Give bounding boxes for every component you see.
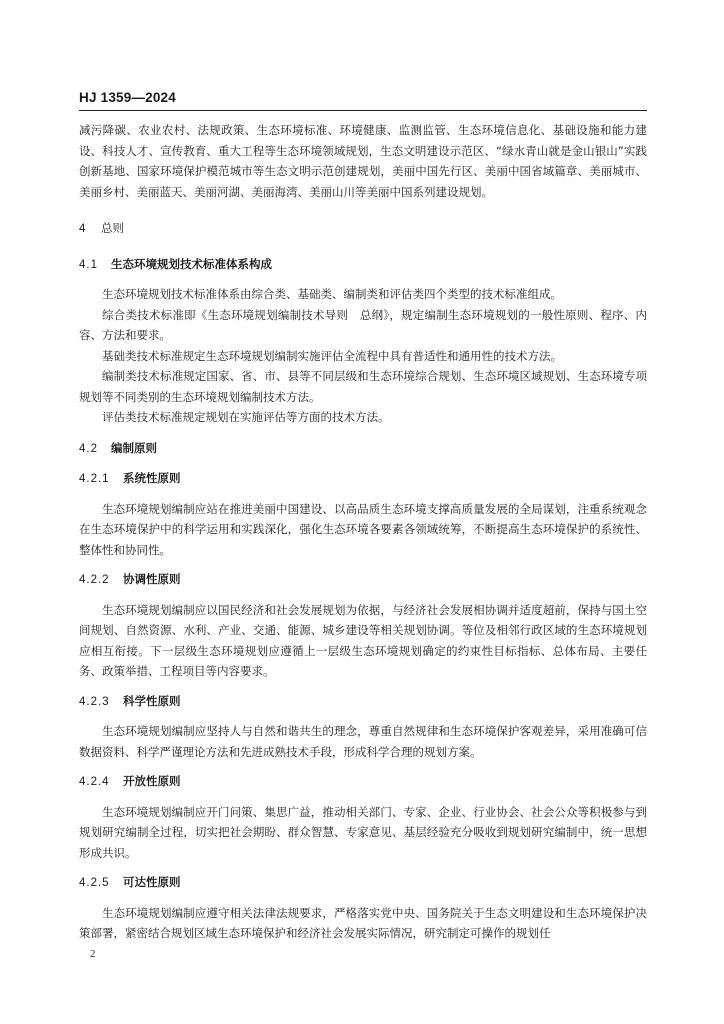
body-paragraph: 生态环境规划技术标准体系由综合类、基础类、编制类和评估类四个类型的技术标准组成。 [102,287,562,301]
body-paragraph: 编制类技术标准规定国家、省、市、县等不同层级和生态环境综合规划、生态环境区域规划、生态环境专项规划等不同类别的生态环境规划编制技术方法。 [79,369,647,404]
section-heading [79,569,647,591]
body-paragraph: 基础类技术标准规定生态环境规划编制实施评估全流程中具有普适性和通用性的技术方法。 [102,348,562,363]
section-heading [79,218,647,240]
section-title: 开放性原则 [123,774,181,788]
section-heading [79,438,647,460]
section-number: 4.1 [79,258,98,271]
section-number: 4.2.5 [79,877,110,889]
section-number: 4.2.3 [79,695,110,708]
section-number: 4 [79,223,86,235]
standard-number-header: HJ 1359—2024 [79,90,176,105]
section-title: 科学性原则 [123,693,181,708]
section-number: 4.2.1 [79,473,110,485]
document-body [79,120,647,944]
header-rule [79,110,647,111]
section-heading [79,254,647,276]
section-title: 编制原则 [111,440,157,455]
section-title: 可达性原则 [123,875,181,889]
section-title: 协调性原则 [123,572,181,586]
section-heading [79,468,647,490]
section-number: 4.2 [79,442,98,455]
section-number: 4.2.2 [79,574,110,586]
body-paragraph: 综合类技术标准即《生态环境规划编制技术导则 总纲》，规定编制生态环境规划的一般性原则、程序、内容、方法和要求。 [79,307,647,342]
page-number: 2 [90,948,96,960]
section-heading [79,691,647,713]
body-paragraph: 减污降碳、农业农村、法规政策、生态环境标准、环境健康、监测监管、生态环境信息化、基础设施和能力建设、科技人才、宣传教育、重大工程等生态环境领域规划，生态文明建设示范区、“绿水青山就是金山银山”实践创新基地、国家环境保护模范城市等生态文明示范创建规划，美丽中国先行区、美丽中国省域篇章、美丽城市、美丽乡村、美丽蓝天、美丽河湖、美丽海湾、美丽山川等美丽中国系列建设规划。 [79,123,647,199]
body-paragraph: 评估类技术标准规定规划在实施评估等方面的技术方法。 [102,410,390,424]
body-paragraph: 生态环境规划编制应以国民经济和社会发展规划为依据，与经济社会发展相协调并适度超前，保持与国土空间规划、自然资源、水利、产业、交通、能源、城乡建设等相关规划协调。等位及相邻行政区域的生态环境规划应相互衔接。下一层级生态环境规划应遵循上一层级生态环境规划确定的约束性目标指标、总体布局、主要任务、政策举措、工程项目等内容要求。 [79,602,647,678]
section-title: 系统性原则 [123,471,181,485]
section-heading [79,872,647,894]
body-paragraph: 生态环境规划编制应坚持人与自然和谐共生的理念，尊重自然规律和生态环境保护客观差异，采用准确可信数据资料、科学严谨理论方法和先进成熟技术手段，形成科学合理的规划方案。 [79,724,647,759]
section-number: 4.2.4 [79,776,110,788]
body-paragraph: 生态环境规划编制应遵守相关法律法规要求，严格落实党中央、国务院关于生态文明建设和生态环境保护决策部署，紧密结合规划区域生态环境保护和经济社会发展实际情况，研究制定可操作的规划任 [79,905,647,940]
section-title: 总则 [101,221,124,235]
section-heading [79,771,647,793]
section-title: 生态环境规划技术标准体系构成 [111,256,272,271]
body-paragraph: 生态环境规划编制应开门问策、集思广益，推动相关部门、专家、企业、行业协会、社会公众等积极参与到规划研究编制全过程，切实把社会期盼、群众智慧、专家意见、基层经验充分吸收到规划研究编制中，统一思想形成共识。 [79,804,647,860]
body-paragraph: 生态环境规划编制应站在推进美丽中国建设、以高品质生态环境支撑高质量发展的全局谋划，注重系统观念在生态环境保护中的科学运用和实践深化，强化生态环境各要素各领域统筹，不断提高生态环境保护的系统性、整体性和协同性。 [79,501,647,557]
